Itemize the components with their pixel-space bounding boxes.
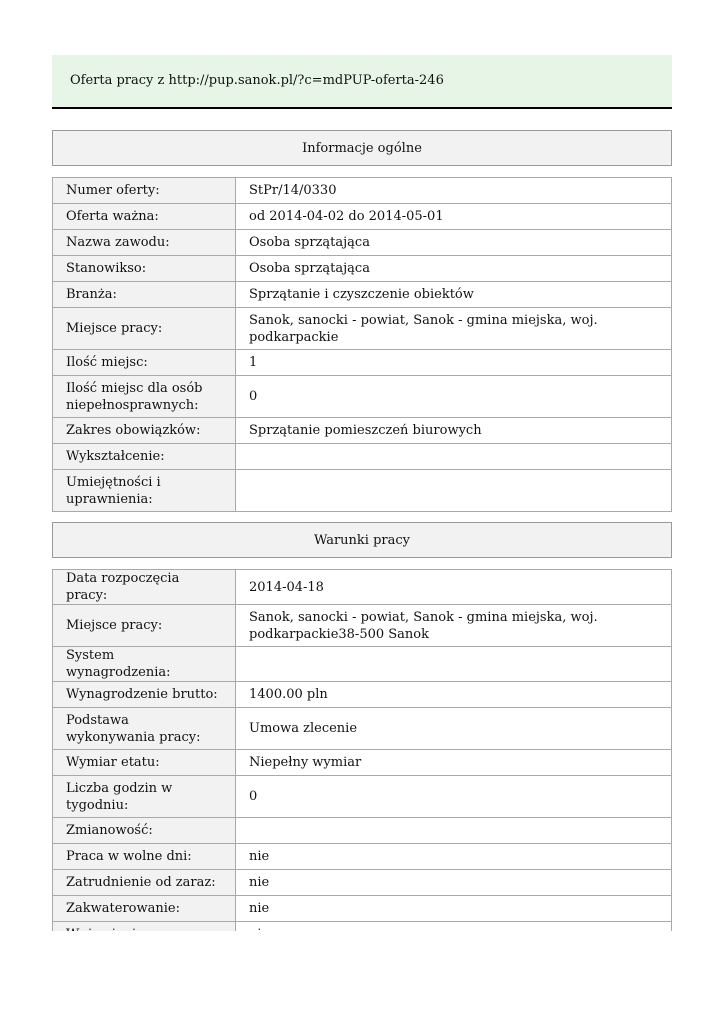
table-row — [53, 376, 672, 418]
row-value: 0 — [236, 376, 672, 418]
table-row — [53, 444, 672, 470]
table-row — [53, 708, 672, 750]
table-row — [53, 682, 672, 708]
row-label: Miejsce pracy: — [53, 605, 236, 647]
row-label: Miejsce pracy: — [53, 308, 236, 350]
table-row — [53, 818, 672, 844]
row-label: Wynagrodzenie brutto: — [53, 682, 236, 708]
row-label: Numer oferty: — [53, 178, 236, 204]
row-value: Osoba sprzątająca — [236, 256, 672, 282]
offer-header — [52, 55, 672, 109]
table-row — [53, 204, 672, 230]
row-label: System wynagrodzenia: — [53, 647, 236, 682]
row-label: Liczba godzin w tygodniu: — [53, 776, 236, 818]
row-value: 1 — [236, 350, 672, 376]
table-row — [53, 844, 672, 870]
row-value: nie — [236, 896, 672, 922]
row-value — [236, 470, 672, 512]
general-info-table — [52, 177, 672, 512]
table-row — [53, 282, 672, 308]
row-label: Praca w wolne dni: — [53, 844, 236, 870]
row-value: 1400.00 pln — [236, 682, 672, 708]
row-label: Data rozpoczęcia pracy: — [53, 570, 236, 605]
row-label: Zatrudnienie od zaraz: — [53, 870, 236, 896]
table-row — [53, 647, 672, 682]
row-label: Wymiar etatu: — [53, 750, 236, 776]
table-row — [53, 350, 672, 376]
row-value: Niepełny wymiar — [236, 750, 672, 776]
row-value: od 2014-04-02 do 2014-05-01 — [236, 204, 672, 230]
row-label: Wykształcenie: — [53, 444, 236, 470]
section-title-general-info: Informacje ogólne — [52, 130, 672, 166]
row-label: Zakwaterowanie: — [53, 896, 236, 922]
row-label: Podstawa wykonywania pracy: — [53, 708, 236, 750]
row-label: Ilość miejsc dla osób niepełnosprawnych: — [53, 376, 236, 418]
row-value — [236, 444, 672, 470]
row-label: Stanowikso: — [53, 256, 236, 282]
table-row — [53, 256, 672, 282]
table-row — [53, 470, 672, 512]
row-value: Umowa zlecenie — [236, 708, 672, 750]
row-label: Zmianowość: — [53, 818, 236, 844]
row-value: nie — [236, 844, 672, 870]
row-value: StPr/14/0330 — [236, 178, 672, 204]
table-row — [53, 418, 672, 444]
page-bottom-cutoff — [50, 931, 680, 1031]
row-label: Nazwa zawodu: — [53, 230, 236, 256]
row-value: Sanok, sanocki - powiat, Sanok - gmina miejska, woj. podkarpackie — [236, 308, 672, 350]
table-row — [53, 308, 672, 350]
row-value: Osoba sprzątająca — [236, 230, 672, 256]
table-row — [53, 896, 672, 922]
work-conditions-table — [52, 569, 672, 948]
row-label: Branża: — [53, 282, 236, 308]
offer-header-text: Oferta pracy z http://pup.sanok.pl/?c=mdPUP-oferta-246 — [70, 73, 444, 88]
table-row — [53, 570, 672, 605]
row-label: Zakres obowiązków: — [53, 418, 236, 444]
row-value — [236, 647, 672, 682]
table-row — [53, 776, 672, 818]
table-row — [53, 605, 672, 647]
row-value: nie — [236, 870, 672, 896]
table-row — [53, 178, 672, 204]
row-value: Sanok, sanocki - powiat, Sanok - gmina miejska, woj. podkarpackie38-500 Sanok — [236, 605, 672, 647]
table-row — [53, 750, 672, 776]
row-value: Sprzątanie i czyszczenie obiektów — [236, 282, 672, 308]
row-label: Oferta ważna: — [53, 204, 236, 230]
row-value: 2014-04-18 — [236, 570, 672, 605]
row-label: Umiejętności i uprawnienia: — [53, 470, 236, 512]
row-label: Ilość miejsc: — [53, 350, 236, 376]
section-title-work-conditions: Warunki pracy — [52, 522, 672, 558]
row-value: 0 — [236, 776, 672, 818]
table-row — [53, 870, 672, 896]
table-row — [53, 230, 672, 256]
row-value: Sprzątanie pomieszczeń biurowych — [236, 418, 672, 444]
row-value — [236, 818, 672, 844]
